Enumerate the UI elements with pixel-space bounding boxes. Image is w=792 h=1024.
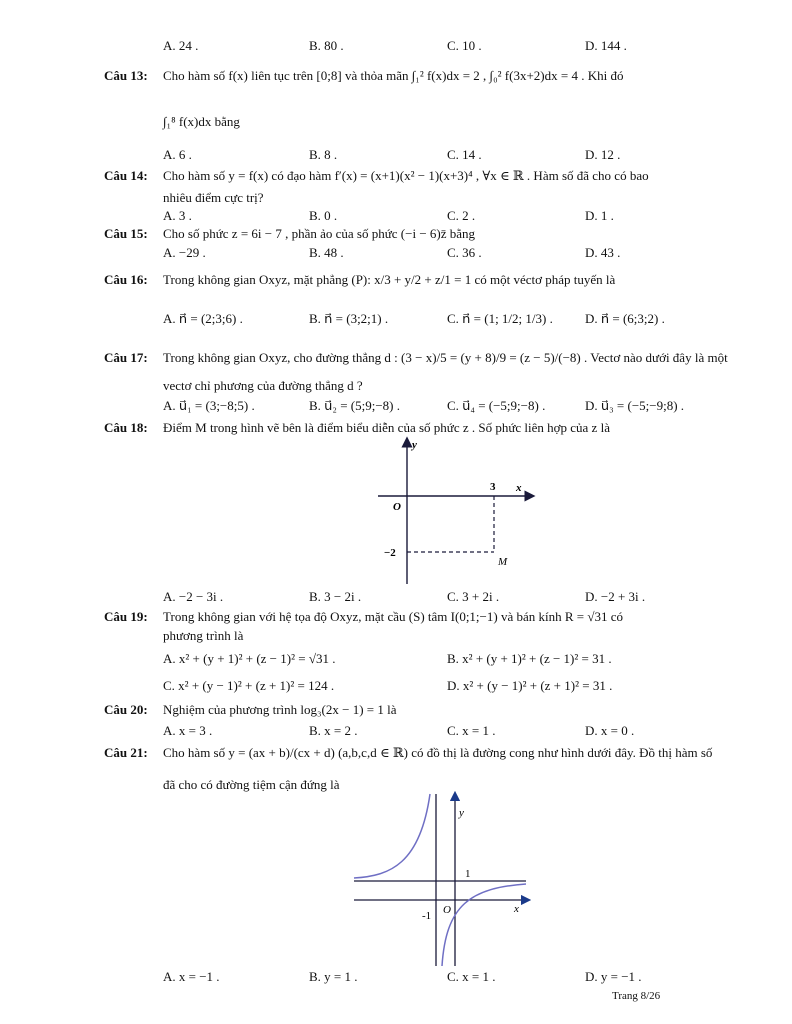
q15-label: Câu 15: bbox=[104, 226, 148, 241]
q18-option-a: A. −2 − 3i . bbox=[163, 589, 224, 604]
point-m-label: M bbox=[498, 556, 508, 568]
q13-option-a: A. 6 . bbox=[163, 147, 192, 162]
q21-option-d: D. y = −1 . bbox=[585, 969, 642, 984]
q21-label: Câu 21: bbox=[104, 745, 148, 760]
q19-text-line1: Trong không gian với hệ tọa độ Oxyz, mặt cầu (S) tâm I(0;1;−1) và bán kính R = √31 có bbox=[163, 609, 624, 624]
q21-option-b: B. y = 1 . bbox=[309, 969, 358, 984]
q19-option-a: A. x² + (y + 1)² + (z − 1)² = √31 . bbox=[163, 651, 336, 666]
q19-label: Câu 19: bbox=[104, 609, 148, 624]
q20-option-d: D. x = 0 . bbox=[585, 723, 635, 738]
q21-option-a: A. x = −1 . bbox=[163, 969, 220, 984]
q15-option-a: A. −29 . bbox=[163, 245, 206, 260]
q16-label: Câu 16: bbox=[104, 272, 148, 287]
q14-text-line1: Cho hàm số y = f(x) có đạo hàm f′(x) = (x+1)(x² − 1)(x+3)⁴ , ∀x ∈ ℝ . Hàm số đã cho có bao bbox=[163, 168, 649, 183]
page-number: Trang 8/26 bbox=[612, 990, 661, 1002]
tick-1-label: 1 bbox=[465, 868, 471, 880]
q20-label: Câu 20: bbox=[104, 702, 148, 717]
q14-option-d: D. 1 . bbox=[585, 208, 614, 223]
q12-option-b: B. 80 . bbox=[309, 38, 344, 53]
q19-option-d: D. x² + (y − 1)² + (z + 1)² = 31 . bbox=[447, 678, 613, 693]
y-axis-label: y bbox=[412, 439, 417, 451]
x-axis-label: x bbox=[516, 482, 522, 494]
x-tick-3: 3 bbox=[490, 481, 496, 493]
q16-option-c: C. n⃗ = (1; 1/2; 1/3) . bbox=[447, 311, 553, 326]
q13-option-d: D. 12 . bbox=[585, 147, 621, 162]
q21-text-line2: đã cho có đường tiệm cận đứng là bbox=[163, 777, 340, 792]
q21-text-line1: Cho hàm số y = (ax + b)/(cx + d) (a,b,c,d ∈ ℝ) có đồ thị là đường cong như hình dưới đây. Đồ thị hàm số bbox=[163, 745, 713, 760]
q18-option-d: D. −2 + 3i . bbox=[585, 589, 646, 604]
q18-label: Câu 18: bbox=[104, 420, 148, 435]
q16-option-b: B. n⃗ = (3;2;1) . bbox=[309, 311, 389, 326]
q17-text-line1: Trong không gian Oxyz, cho đường thẳng d : (3 − x)/5 = (y + 8)/9 = (z − 5)/(−8) . Vectơ nào dưới đây là một bbox=[163, 350, 728, 365]
q15-option-c: C. 36 . bbox=[447, 245, 482, 260]
q20-option-b: B. x = 2 . bbox=[309, 723, 358, 738]
q19-option-b: B. x² + (y + 1)² + (z − 1)² = 31 . bbox=[447, 651, 612, 666]
y-axis-label: y bbox=[459, 807, 464, 819]
origin-label: O bbox=[443, 904, 451, 916]
q17-option-b: B. u⃗₂ = (5;9;−8) . bbox=[309, 398, 400, 413]
q17-text-line2: vectơ chỉ phương của đường thẳng d ? bbox=[163, 378, 363, 393]
q20-option-a: A. x = 3 . bbox=[163, 723, 213, 738]
q21-option-c: C. x = 1 . bbox=[447, 969, 496, 984]
q16-option-d: D. n⃗ = (6;3;2) . bbox=[585, 311, 665, 326]
q17-option-a: A. u⃗₁ = (3;−8;5) . bbox=[163, 398, 255, 413]
q18-option-c: C. 3 + 2i . bbox=[447, 589, 500, 604]
q14-text-line2: nhiêu điểm cực trị? bbox=[163, 190, 264, 205]
q18-text-line1: Điểm M trong hình vẽ bên là điểm biểu diễn của số phức z . Số phức liên hợp của z là bbox=[163, 420, 610, 435]
q14-option-c: C. 2 . bbox=[447, 208, 476, 223]
q16-option-a: A. n⃗ = (2;3;6) . bbox=[163, 311, 243, 326]
complex-plane-figure bbox=[360, 436, 540, 588]
q20-option-c: C. x = 1 . bbox=[447, 723, 496, 738]
q12-option-d: D. 144 . bbox=[585, 38, 627, 53]
q19-option-c: C. x² + (y − 1)² + (z + 1)² = 124 . bbox=[163, 678, 335, 693]
q13-label: Câu 13: bbox=[104, 68, 148, 83]
q17-label: Câu 17: bbox=[104, 350, 148, 365]
origin-label: O bbox=[393, 501, 401, 513]
curve-left-branch bbox=[354, 794, 430, 878]
tick-neg1-label: -1 bbox=[422, 910, 432, 922]
y-tick-neg2: −2 bbox=[384, 547, 396, 559]
q13-option-c: C. 14 . bbox=[447, 147, 482, 162]
q17-option-c: C. u⃗₄ = (−5;9;−8) . bbox=[447, 398, 546, 413]
q20-text-line1: Nghiệm của phương trình log₃(2x − 1) = 1 là bbox=[163, 702, 397, 717]
q14-label: Câu 14: bbox=[104, 168, 148, 183]
q19-text-line2: phương trình là bbox=[163, 628, 244, 643]
hyperbola-graph-figure bbox=[350, 790, 532, 968]
q15-option-b: B. 48 . bbox=[309, 245, 344, 260]
q12-option-a: A. 24 . bbox=[163, 38, 199, 53]
q15-option-d: D. 43 . bbox=[585, 245, 621, 260]
q16-text-line1: Trong không gian Oxyz, mặt phẳng (P): x/3 + y/2 + z/1 = 1 có một véctơ pháp tuyến là bbox=[163, 272, 616, 287]
q15-text-line1: Cho số phức z = 6i − 7 , phần ảo của số phức (−i − 6)z̄ bằng bbox=[163, 226, 476, 241]
q13-text-line1: Cho hàm số f(x) liên tục trên [0;8] và thỏa mãn ∫₁² f(x)dx = 2 , ∫₀² f(3x+2)dx = 4 . Khi đó bbox=[163, 68, 624, 83]
q12-option-c: C. 10 . bbox=[447, 38, 482, 53]
q18-option-b: B. 3 − 2i . bbox=[309, 589, 362, 604]
q14-option-a: A. 3 . bbox=[163, 208, 192, 223]
q13-text-line2: ∫₁⁸ f(x)dx bằng bbox=[163, 114, 240, 129]
q14-option-b: B. 0 . bbox=[309, 208, 338, 223]
q17-option-d: D. u⃗₃ = (−5;−9;8) . bbox=[585, 398, 685, 413]
x-axis-label: x bbox=[514, 903, 519, 915]
q13-option-b: B. 8 . bbox=[309, 147, 338, 162]
